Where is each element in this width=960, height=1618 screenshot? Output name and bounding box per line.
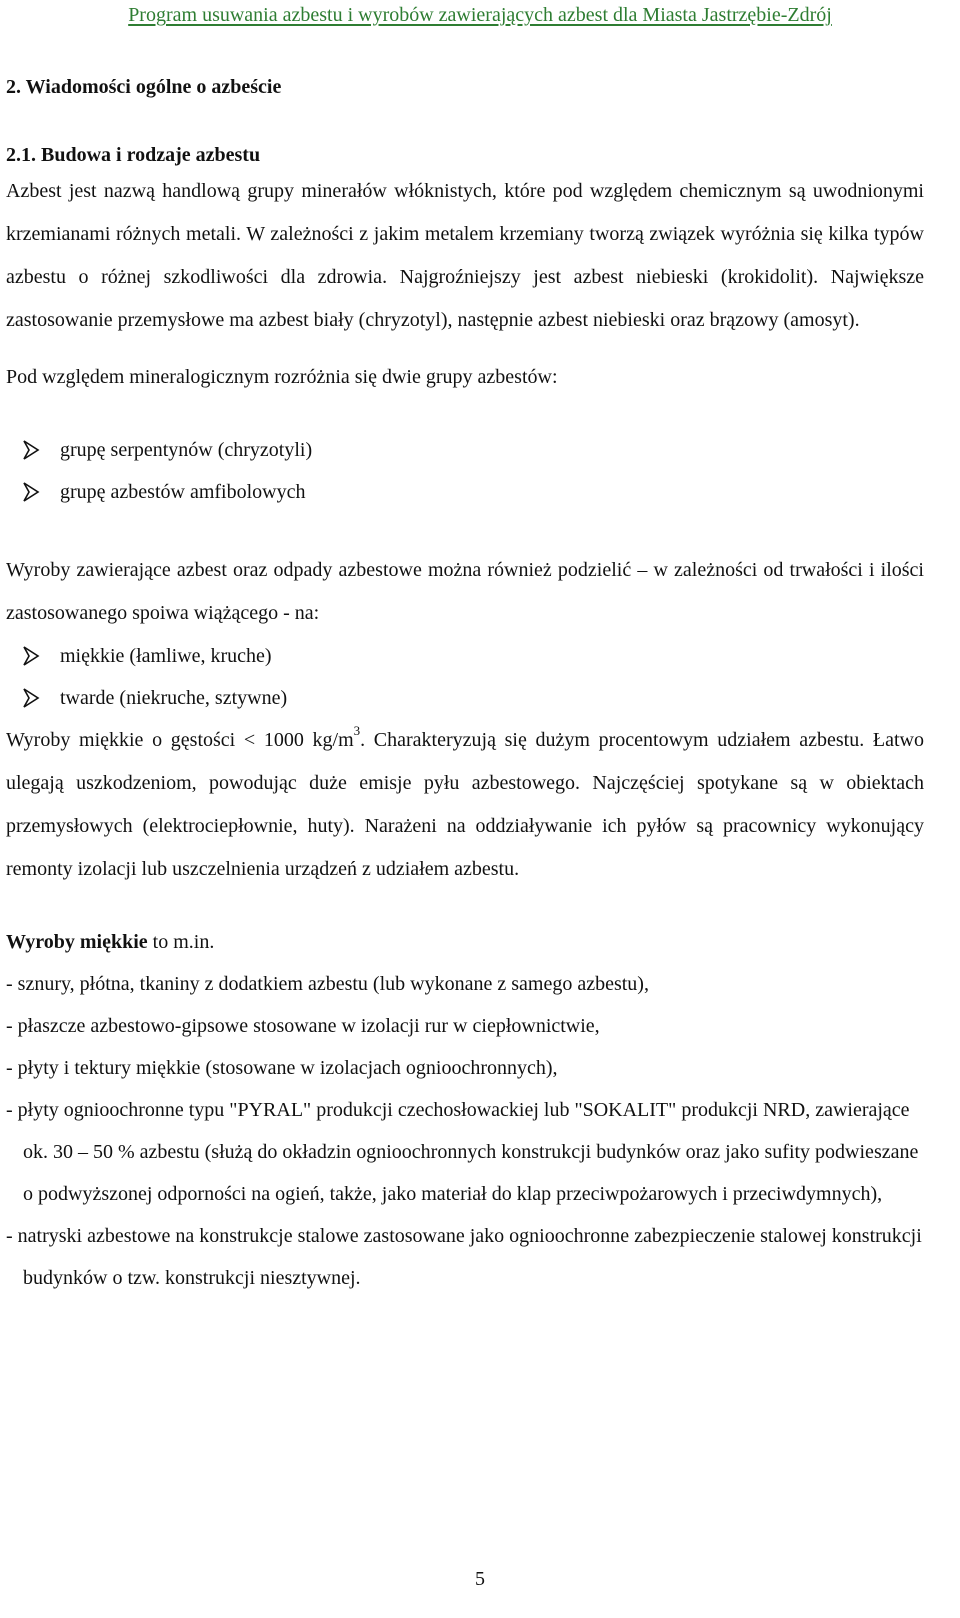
soft-examples-heading-rest: to m.in.: [147, 931, 215, 953]
subsection-title: 2.1. Budowa i rodzaje azbestu: [6, 144, 261, 166]
page-number: 5: [475, 1568, 485, 1590]
list-item-text: twarde (niekruche, sztywne): [60, 687, 288, 709]
list-item: - płaszcze azbestowo-gipsowe stosowane w izolacji rur w ciepłownictwie,: [6, 1015, 600, 1037]
soft-products-paragraph: [6, 719, 924, 891]
list-item-text: grupę serpentynów (chryzotyli): [60, 439, 313, 461]
soft-examples-list: [6, 963, 924, 1299]
arrow-bullet-icon: [22, 688, 40, 708]
superscript: 3: [353, 723, 361, 739]
mineral-groups-paragraph: Pod względem mineralogicznym rozróżnia się dwie grupy azbestów:: [6, 366, 558, 388]
arrow-bullet-icon: [22, 440, 40, 460]
list-item: [6, 471, 924, 513]
products-division-paragraph: Wyroby zawierające azbest oraz odpady azbestowe można również podzielić – w zależności od trwałości i ilości zastosowanego spoiwa wiążącego - na:: [6, 559, 924, 624]
soft-examples-heading-bold: Wyroby miękkie: [6, 931, 148, 953]
product-types-list: [6, 635, 924, 719]
mineral-groups-list: [6, 429, 924, 513]
running-header: Program usuwania azbestu i wyrobów zawierających azbest dla Miasta Jastrzębie-Zdrój: [128, 4, 832, 26]
list-item: [6, 635, 924, 677]
list-item-text: miękkie (łamliwe, kruche): [60, 645, 272, 667]
intro-paragraph: Azbest jest nazwą handlową grupy minerałów włóknistych, które pod względem chemicznym są uwodnionymi krzemianami różnych metali. W zależności z jakim metalem krzemiany tworzą związek wyróżnia się kilka typów azbestu o różnej szkodliwości dla zdrowia. Najgroźniejszy jest azbest niebieski (krokidolit). Największe zastosowanie przemysłowe ma azbest biały (chryzotyl), następnie azbest niebieski oraz brązowy (amosyt).: [6, 180, 924, 331]
list-item: - natryski azbestowe na konstrukcje stalowe zastosowane jako ognioochronne zabezpieczenie stalowej konstrukcji budynków o tzw. konstrukcji niesztywnej.: [6, 1225, 922, 1289]
page-content: [6, 72, 924, 1299]
arrow-bullet-icon: [22, 646, 40, 666]
arrow-bullet-icon: [22, 482, 40, 502]
list-item: - płyty ognioochronne typu "PYRAL" produkcji czechosłowackiej lub "SOKALIT" produkcji NRD, zawierające ok. 30 – 50 % azbestu (służą do okładzin ognioochronnych konstrukcji budynków oraz jako sufity podwieszane o podwyższonej odporności na ogień, także, jako materiał do klap przeciwpożarowych i przeciwdymnych),: [6, 1099, 919, 1205]
list-item: [6, 677, 924, 719]
list-item: - sznury, płótna, tkaniny z dodatkiem azbestu (lub wykonane z samego azbestu),: [6, 973, 649, 995]
list-item-text: grupę azbestów amfibolowych: [60, 481, 306, 503]
section-title: 2. Wiadomości ogólne o azbeście: [6, 76, 282, 98]
soft-examples-heading: [6, 921, 924, 963]
list-item: - płyty i tektury miękkie (stosowane w izolacjach ognioochronnych),: [6, 1057, 558, 1079]
soft-density-text: Wyroby miękkie o gęstości < 1000 kg/m: [6, 729, 354, 751]
soft-description-text: . Charakteryzują się dużym procentowym udziałem azbestu. Łatwo ulegają uszkodzeniom, powodując duże emisje pyłu azbestowego. Najczęściej spotykane są w obiektach przemysłowych (elektrociepłownie, huty). Narażeni na oddziaływanie ich pyłów są pracownicy wykonujący remonty izolacji lub uszczelnienia urządzeń z udziałem azbestu.: [6, 729, 924, 880]
list-item: [6, 429, 924, 471]
